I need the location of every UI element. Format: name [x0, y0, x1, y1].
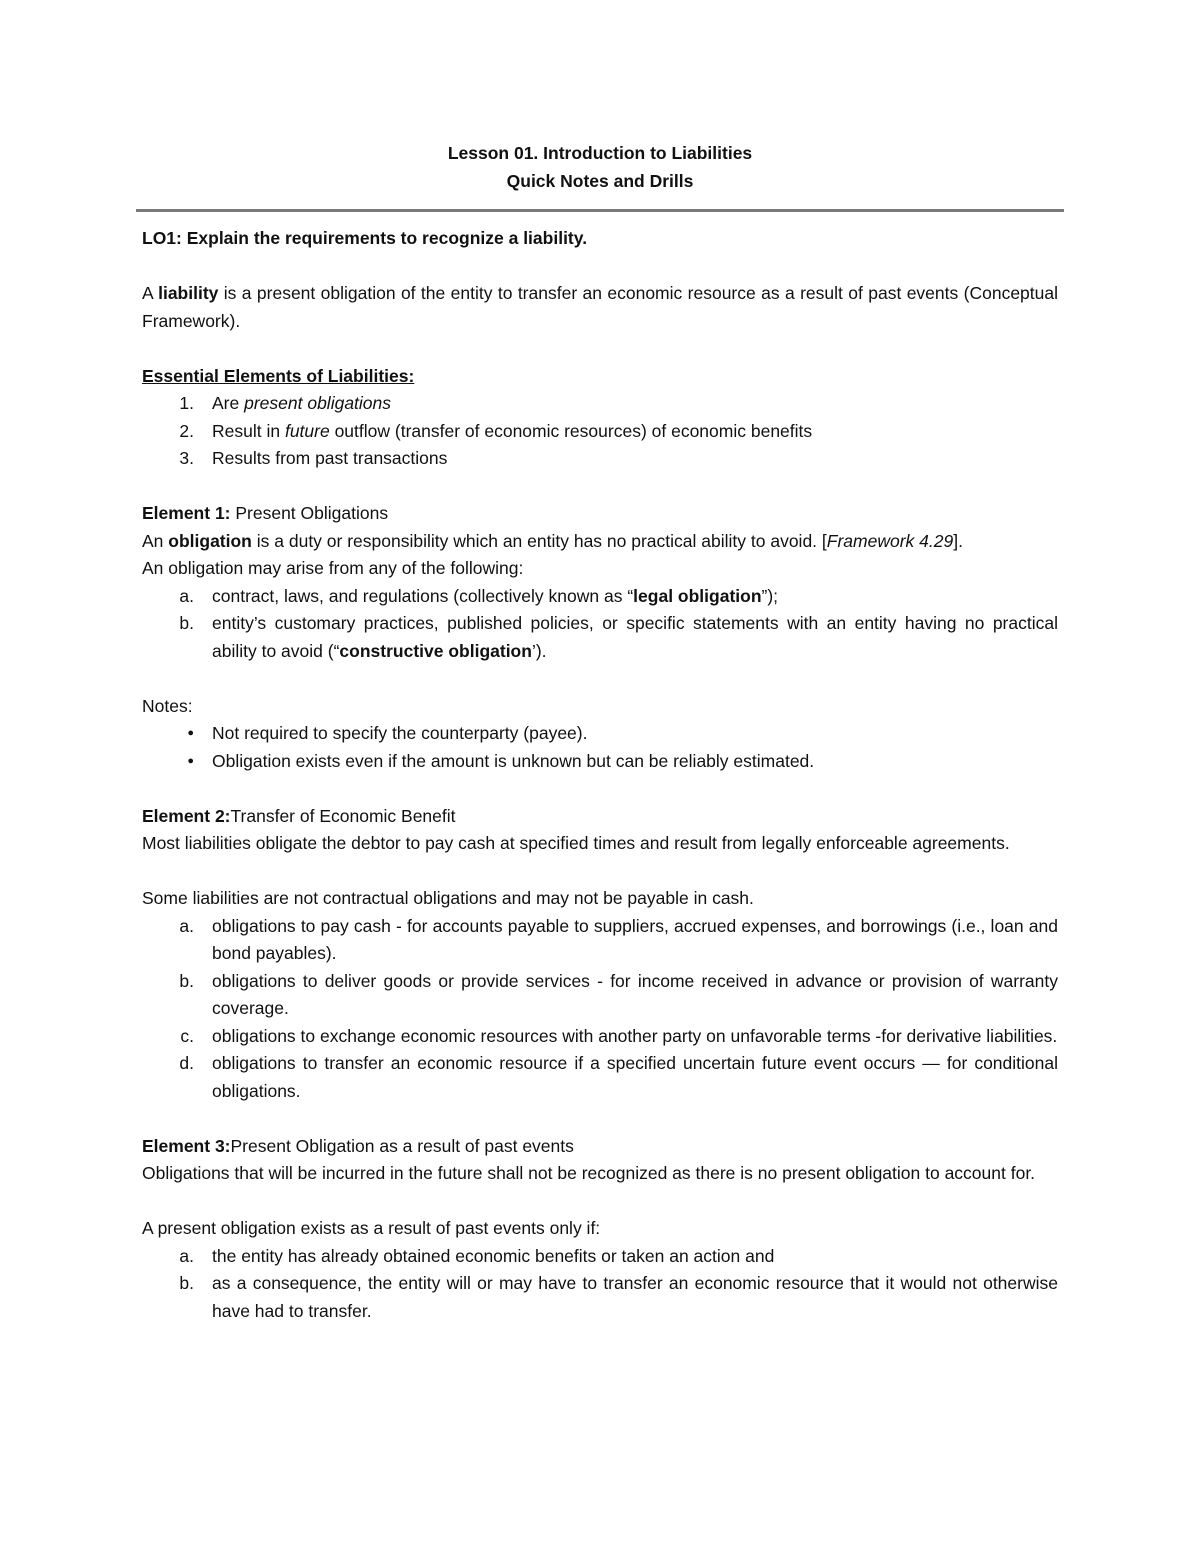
- bullet-icon: ●: [187, 727, 194, 739]
- list-item: 1. Are present obligations: [179, 393, 392, 413]
- list-item: a. obligations to pay cash - for accounts payable to suppliers, accrued expenses, and borrowings (i.e., loan and bond payables).: [179, 915, 1058, 963]
- obligation-sources-list: [142, 583, 1058, 666]
- element3-heading: Element 3:Present Obligation as a result of past events: [142, 1135, 574, 1156]
- doc-subtitle: Quick Notes and Drills: [506, 170, 694, 191]
- list-item: b. as a consequence, the entity will or may have to transfer an economic resource that it would not otherwise have had to transfer.: [179, 1273, 1058, 1321]
- bullet-icon: ●: [187, 754, 194, 767]
- list-item: 2. Result in future outflow (transfer of economic resources) of economic benefits: [179, 420, 813, 441]
- element2-paragraph-2: Some liabilities are not contractual obligations and may not be payable in cash.: [142, 888, 754, 908]
- element2-heading: Element 2:Transfer of Economic Benefit: [142, 805, 456, 826]
- liability-definition: A liability is a present obligation of the entity to transfer an economic resource as a result of past events (Conceptual Framework).: [142, 283, 1058, 331]
- elements-list: [142, 390, 1058, 473]
- element3-paragraph-2: A present obligation exists as a result of past events only if:: [142, 1218, 601, 1238]
- element2-list: [142, 913, 1058, 1106]
- list-item: c. obligations to exchange economic resources with another party on unfavorable terms -for derivative liabilities.: [180, 1025, 1058, 1046]
- horizontal-rule: [136, 209, 1064, 212]
- document-page: [142, 140, 1058, 1325]
- list-item: a. the entity has already obtained economic benefits or taken an action and: [179, 1245, 775, 1266]
- element1-heading: Element 1: Present Obligations: [142, 503, 389, 523]
- list-item: ● Not required to specify the counterparty (payee).: [142, 720, 1058, 748]
- list-item: d. obligations to transfer an economic resource if a specified uncertain future event occurs — for conditional obligations.: [179, 1053, 1058, 1101]
- lo1-heading: LO1: Explain the requirements to recognize a liability.: [142, 228, 588, 248]
- list-item: ● Obligation exists even if the amount is unknown but can be reliably estimated.: [142, 748, 1058, 776]
- list-item: b. obligations to deliver goods or provide services - for income received in advance or provision of warranty coverage.: [179, 970, 1058, 1018]
- list-item: 3. Results from past transactions: [179, 448, 448, 468]
- obligation-arise-text: An obligation may arise from any of the following:: [142, 558, 524, 578]
- elements-heading: Essential Elements of Liabilities:: [142, 365, 415, 386]
- element2-paragraph-1: Most liabilities obligate the debtor to pay cash at specified times and result from legally enforceable agreements.: [142, 833, 1010, 853]
- element3-list: [142, 1243, 1058, 1326]
- doc-title: Lesson 01. Introduction to Liabilities: [447, 143, 753, 163]
- element3-paragraph-1: Obligations that will be incurred in the future shall not be recognized as there is no present obligation to account for.: [142, 1163, 1036, 1183]
- list-item: a. contract, laws, and regulations (collectively known as “legal obligation”);: [179, 585, 779, 606]
- notes-label: Notes:: [142, 695, 193, 716]
- obligation-definition: An obligation is a duty or responsibility which an entity has no practical ability to avoid. [Framework 4.29].: [142, 530, 963, 551]
- list-item: b. entity’s customary practices, published policies, or specific statements with an entity having no practical ability to avoid (“constructive obligation’).: [179, 613, 1058, 661]
- notes-list: [142, 720, 1058, 775]
